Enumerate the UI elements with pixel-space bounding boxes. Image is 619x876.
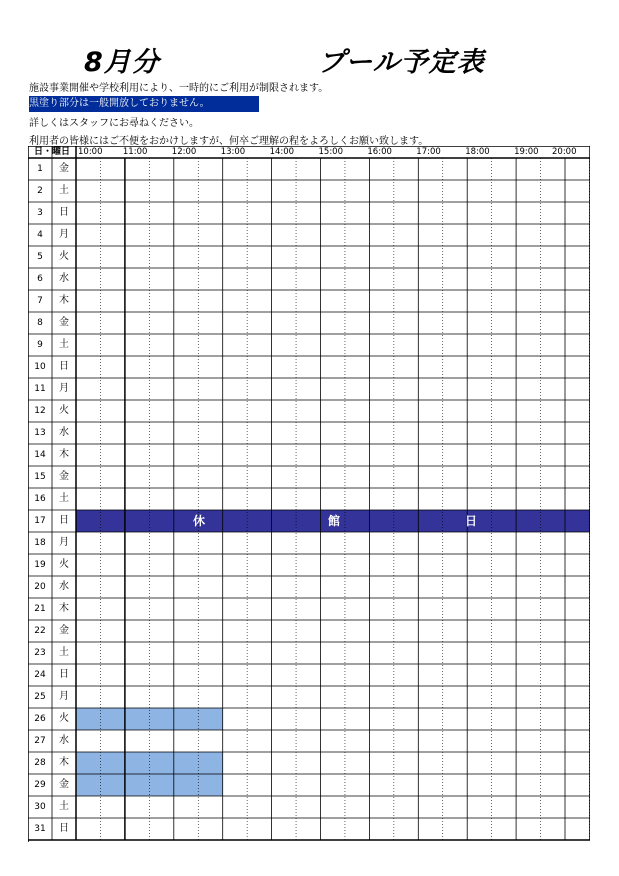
time-label: 18:00 xyxy=(465,147,490,157)
day-number: 15 xyxy=(34,472,46,482)
day-number: 26 xyxy=(34,714,46,724)
day-number: 18 xyxy=(34,538,46,548)
time-label: 16:00 xyxy=(367,147,392,157)
closed-day-label: 日 xyxy=(465,514,478,528)
day-number: 30 xyxy=(34,802,46,812)
day-of-week: 木 xyxy=(59,295,69,306)
day-of-week: 水 xyxy=(59,735,69,746)
day-number: 25 xyxy=(34,692,46,702)
day-of-week: 金 xyxy=(59,625,69,636)
day-number: 21 xyxy=(34,604,46,614)
day-number: 31 xyxy=(34,824,46,834)
header-day-label: 日・曜日 xyxy=(33,147,70,157)
day-of-week: 土 xyxy=(59,493,69,504)
day-of-week: 土 xyxy=(59,647,69,658)
day-number: 22 xyxy=(34,626,46,636)
day-of-week: 金 xyxy=(59,471,69,482)
schedule-table xyxy=(28,146,590,842)
day-number: 10 xyxy=(34,362,46,372)
day-number: 20 xyxy=(34,582,46,592)
day-number: 16 xyxy=(34,494,46,504)
notice-line-highlight: 黒塗り部分は一般開放しておりません。 xyxy=(29,96,259,112)
closed-day-label: 館 xyxy=(328,514,341,528)
notice-line: 利用者の皆様にはご不便をおかけしますが、何卒ご理解の程をよろしくお願い致します。 xyxy=(29,136,429,147)
day-of-week: 月 xyxy=(59,383,69,394)
day-number: 13 xyxy=(34,428,46,438)
day-number: 5 xyxy=(37,252,43,262)
notice-line: 施設事業開催や学校利用により、一時的にご利用が制限されます。 xyxy=(29,83,329,94)
day-number: 23 xyxy=(34,648,46,658)
day-number: 29 xyxy=(34,780,46,790)
day-number: 9 xyxy=(37,340,43,350)
day-of-week: 土 xyxy=(59,339,69,350)
day-of-week: 火 xyxy=(59,559,69,570)
notice-line: 詳しくはスタッフにお尋ねください。 xyxy=(29,118,199,129)
day-of-week: 土 xyxy=(59,801,69,812)
day-of-week: 水 xyxy=(59,273,69,284)
day-of-week: 日 xyxy=(59,207,69,218)
time-label: 14:00 xyxy=(269,147,295,157)
day-of-week: 木 xyxy=(59,449,69,460)
day-number: 3 xyxy=(37,208,43,218)
day-of-week: 月 xyxy=(59,537,69,548)
time-label: 11:00 xyxy=(122,147,148,157)
day-number: 27 xyxy=(34,736,46,746)
day-of-week: 水 xyxy=(59,427,69,438)
day-number: 17 xyxy=(34,516,46,526)
time-label: 12:00 xyxy=(171,147,197,157)
day-of-week: 日 xyxy=(59,515,69,526)
day-of-week: 水 xyxy=(59,581,69,592)
time-label: 15:00 xyxy=(318,147,343,157)
day-number: 24 xyxy=(34,670,46,680)
time-label: 17:00 xyxy=(416,147,441,157)
time-label: 10:00 xyxy=(78,147,103,157)
day-of-week: 金 xyxy=(59,317,69,328)
day-number: 2 xyxy=(37,186,43,196)
day-of-week: 金 xyxy=(59,779,69,790)
day-number: 12 xyxy=(34,406,46,416)
day-number: 4 xyxy=(37,230,43,240)
day-of-week: 金 xyxy=(59,163,69,174)
page-title: プール予定表 xyxy=(318,47,485,78)
day-of-week: 日 xyxy=(59,361,69,372)
day-of-week: 日 xyxy=(59,669,69,680)
month-title: 8月分 xyxy=(84,47,160,78)
time-label: 13:00 xyxy=(220,147,246,157)
day-number: 28 xyxy=(34,758,46,768)
day-of-week: 火 xyxy=(59,713,69,724)
time-label: 20:00 xyxy=(552,147,577,157)
day-number: 1 xyxy=(37,164,43,174)
day-number: 7 xyxy=(37,296,43,306)
day-of-week: 火 xyxy=(59,251,69,262)
day-number: 14 xyxy=(34,450,46,460)
day-number: 11 xyxy=(34,384,46,394)
day-of-week: 日 xyxy=(59,823,69,834)
time-label: 19:00 xyxy=(514,147,539,157)
day-of-week: 土 xyxy=(59,185,69,196)
day-of-week: 月 xyxy=(59,691,69,702)
schedule-grid-lines xyxy=(28,146,590,842)
day-number: 19 xyxy=(34,560,46,570)
closed-day-label: 休 xyxy=(193,514,206,528)
day-number: 6 xyxy=(37,274,43,284)
day-number: 8 xyxy=(37,318,43,328)
day-of-week: 月 xyxy=(59,229,69,240)
day-of-week: 木 xyxy=(59,603,69,614)
day-of-week: 火 xyxy=(59,405,69,416)
day-of-week: 木 xyxy=(59,757,69,768)
